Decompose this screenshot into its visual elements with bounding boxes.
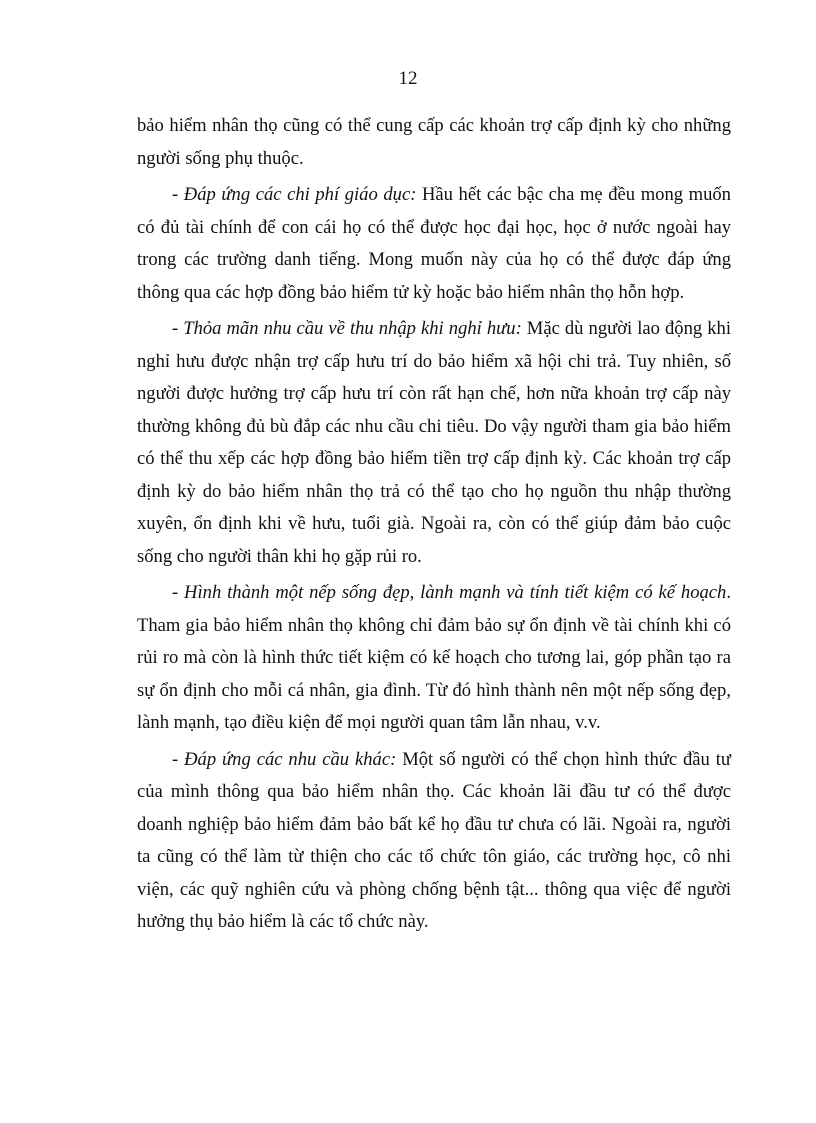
paragraph-text: Mặc dù người lao động khi nghỉ hưu được nhận trợ cấp hưu trí do bảo hiểm xã hội chi trả. Tuy nhiên, số người được hưởng trợ cấp hưu trí còn rất hạn chế, hơn nữa khoản trợ cấp này thường không đủ bù đắp các nhu cầu chi tiêu. Do vậy người tham gia bảo hiểm có thể thu xếp các hợp đồng bảo hiểm tiền trợ cấp định kỳ. Các khoản trợ cấp định kỳ do bảo hiểm nhân thọ trả có thể tạo cho họ nguồn thu nhập thường xuyên, ổn định khi về hưu, tuổi già. Ngoài ra, còn có thể giúp đảm bảo cuộc sống cho người thân khi họ gặp rủi ro. (137, 318, 731, 567)
paragraph-other-needs (137, 744, 731, 939)
paragraph-text: Một số người có thể chọn hình thức đầu tư của mình thông qua bảo hiểm nhân thọ. Các khoản lãi đầu tư có thể được doanh nghiệp bảo hiểm đảm bảo bất kể họ đầu tư chưa có lãi. Ngoài ra, người ta cũng có thể làm từ thiện cho các tổ chức tôn giáo, các trường học, cô nhi viện, các quỹ nghiên cứu và phòng chống bệnh tật... thông qua việc để người hưởng thụ bảo hiểm là các tổ chức này. (137, 748, 731, 932)
paragraph-education-costs (137, 179, 731, 309)
body-text (137, 110, 731, 943)
page-number: 12 (398, 68, 418, 89)
paragraph-retirement-income (137, 313, 731, 573)
paragraph-text: bảo hiểm nhân thọ cũng có thể cung cấp các khoản trợ cấp định kỳ cho những người sống phụ thuộc. (137, 115, 731, 169)
paragraph-lead: - Hình thành một nếp sống đẹp, lành mạnh và tính tiết kiệm có kế hoạch (172, 582, 727, 603)
paragraph-healthy-lifestyle-saving (137, 577, 731, 740)
paragraph-lead: - Đáp ứng các nhu cầu khác: (172, 748, 397, 770)
paragraph-text: . Tham gia bảo hiểm nhân thọ không chỉ đảm bảo sự ổn định về tài chính khi có rủi ro mà còn là hình thức tiết kiệm có kế hoạch cho tương lai, góp phần tạo ra sự ổn định cho mỗi cá nhân, gia đình. Từ đó hình thành nên một nếp sống đẹp, lành mạnh, tạo điều kiện để mọi người quan tâm lẫn nhau, v.v. (137, 582, 731, 733)
paragraph-lead: - Thỏa mãn nhu cầu về thu nhập khi nghỉ hưu: (172, 318, 522, 339)
paragraph-text: Hầu hết các bậc cha mẹ đều mong muốn có đủ tài chính để con cái họ có thể được học đại học, học ở nước ngoài hay trong các trường danh tiếng. Mong muốn này của họ có thể được đáp ứng thông qua các hợp đồng bảo hiểm tử kỳ hoặc bảo hiểm nhân thọ hỗn hợp. (137, 184, 731, 303)
paragraph-lead: - Đáp ứng các chi phí giáo dục: (172, 184, 417, 205)
paragraph-continuation (137, 110, 731, 175)
